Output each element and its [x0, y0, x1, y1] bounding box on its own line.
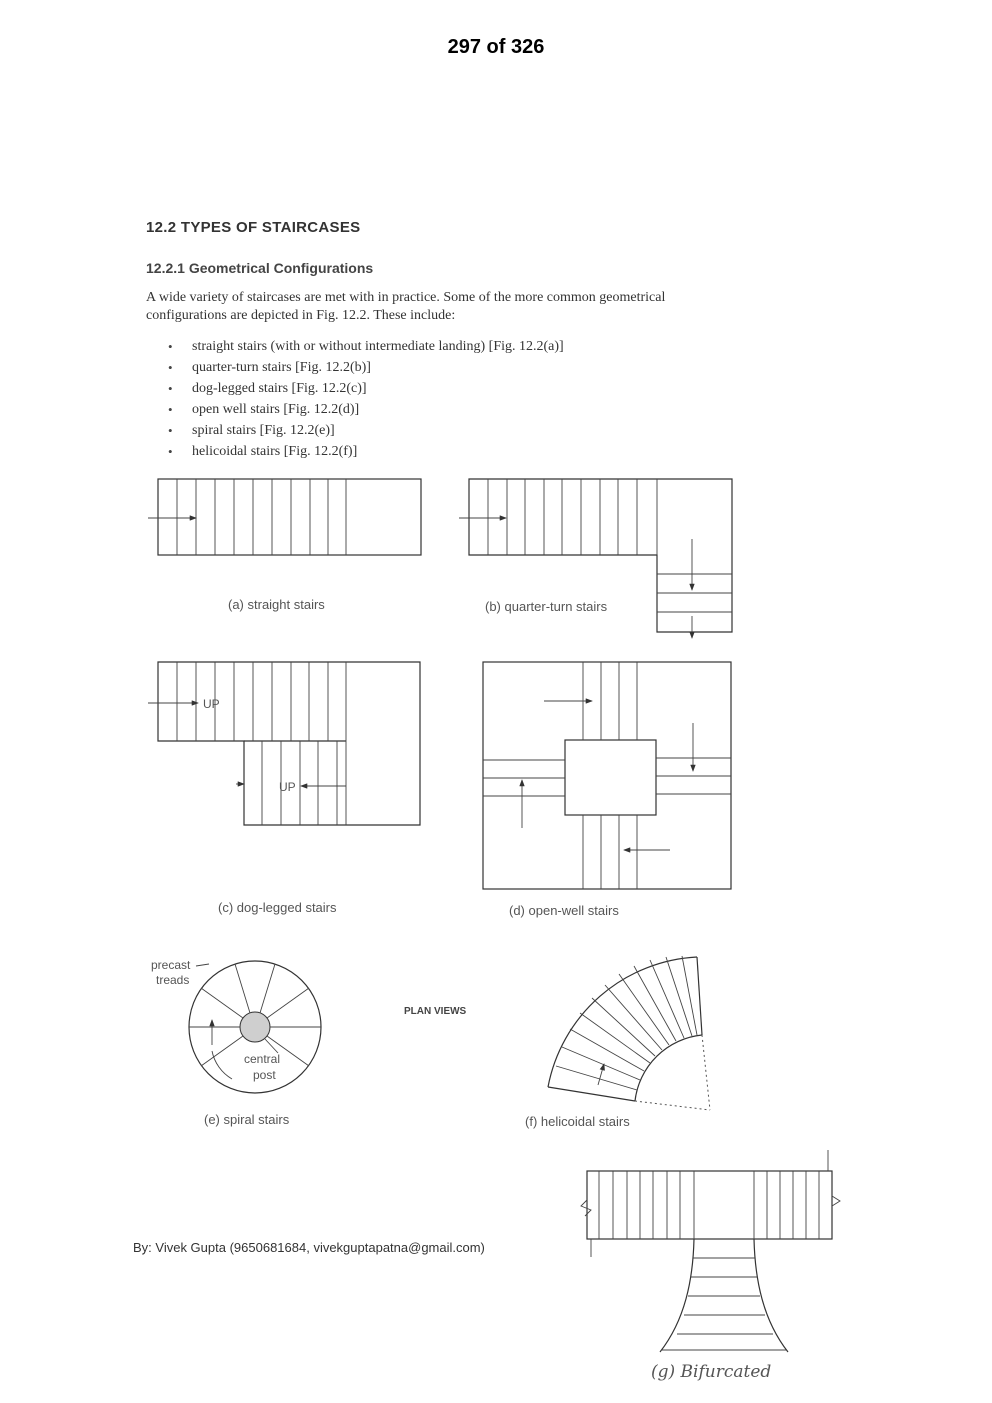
label-treads: treads: [156, 973, 190, 987]
label-central: central: [244, 1052, 281, 1066]
subsection-title: 12.2.1 Geometrical Configurations: [146, 260, 374, 276]
list-item: • dog-legged stairs [Fig. 12.2(c)]: [168, 378, 564, 399]
up-label-2: UP: [279, 780, 296, 794]
caption-a: (a) straight stairs: [228, 597, 325, 612]
footer-author: By: Vivek Gupta (9650681684, vivekguptapatna@gmail.com): [133, 1240, 485, 1255]
section-title: 12.2 TYPES OF STAIRCASES: [146, 219, 361, 236]
list-item: • quarter-turn stairs [Fig. 12.2(b)]: [168, 357, 564, 378]
plan-views-label: PLAN VIEWS: [404, 1006, 467, 1017]
intro-text: A wide variety of staircases are met with in practice. Some of the more common geometrical configurations are depicted in Fig. 12.2. These include:: [146, 290, 666, 323]
up-label-1: UP: [203, 697, 220, 711]
list-item: • helicoidal stairs [Fig. 12.2(f)]: [168, 441, 564, 462]
page-counter: 297 of 326: [447, 36, 545, 58]
caption-f: (f) helicoidal stairs: [525, 1114, 630, 1129]
label-post: post: [253, 1068, 276, 1082]
list-item: • open well stairs [Fig. 12.2(d)]: [168, 399, 564, 420]
caption-e: (e) spiral stairs: [204, 1112, 290, 1127]
list-item: • straight stairs (with or without intermediate landing) [Fig. 12.2(a)]: [168, 336, 564, 357]
fig-b-quarter-turn-stairs: [459, 479, 732, 638]
caption-g: (g) Bifurcated: [651, 1362, 772, 1382]
label-precast: precast: [151, 958, 191, 972]
list-item: • spiral stairs [Fig. 12.2(e)]: [168, 420, 564, 441]
caption-b: (b) quarter-turn stairs: [485, 599, 608, 614]
fig-c-dog-legged-stairs: [148, 662, 420, 915]
caption-c: (c) dog-legged stairs: [218, 900, 337, 915]
caption-d: (d) open-well stairs: [509, 903, 619, 918]
fig-g-bifurcated-stairs: [581, 1150, 840, 1382]
fig-f-helicoidal-stairs: [525, 956, 710, 1129]
fig-d-open-well-stairs: [483, 662, 731, 918]
fig-a-straight-stairs: [148, 479, 421, 612]
fig-e-spiral-stairs: [151, 958, 321, 1127]
